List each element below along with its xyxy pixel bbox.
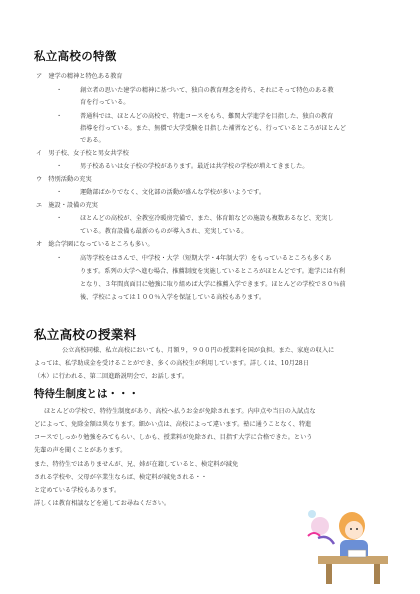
- text-line: 高等学校をはさんで、中学校・大学（短期大学・4年制大学）をもっているところも多くあ: [80, 255, 332, 262]
- text-line: となり、３年間真面目に勉強に取り組めば大学に推薦入学できます。ほとんどの学校で８０％前: [80, 281, 346, 288]
- text-line: （木）に行われる、第二回進路説明会で、お話します。: [34, 373, 189, 380]
- heading-e: エ 施設・設備の充実: [36, 202, 98, 209]
- text-line: 普通科では、ほとんどの高校で、特進コースをもち、難関大学進学を目指した、独自の教育: [80, 113, 334, 120]
- heading-o: オ 総合学園になっているところも多い。: [36, 241, 154, 248]
- bullet: ・: [56, 163, 63, 170]
- text-line: ります。系列の大学へ進む場合、推薦制度を実施しているところがほとんどです。進学には有利: [80, 268, 346, 275]
- text-line: 運動部ばかりでなく、文化部の活動が盛んな学校が多いようです。: [80, 189, 266, 196]
- text-line: コースでしっかり勉強をみてもらい、しかも、授業料が免除され、目指す大学に合格できた。という: [34, 434, 313, 441]
- heading-a: ア 建学の精神と特色ある教育: [36, 73, 123, 80]
- text-line: される学校や、父母が卒業生ならば、検定料が減免される・・: [34, 474, 208, 481]
- bullet: ・: [56, 113, 63, 120]
- book-icon: [348, 550, 366, 557]
- heading-i: イ 男子校、女子校と男女共学校: [36, 150, 129, 157]
- bubble-icon: [308, 510, 316, 518]
- text-line: ほとんどの高校が、全教室冷暖房完備で、また、体育館などの施設も複数あるなど、充実し: [80, 215, 334, 222]
- bullet: ・: [56, 255, 63, 262]
- heading-u: ウ 特別活動の充実: [36, 176, 92, 183]
- text-line: 指導を行っている。また、無償で大学受験を目指した補習なども、行っているところがほとんど: [80, 125, 347, 132]
- text-line: と定めている学校もあります。: [34, 487, 121, 494]
- text-line: ほとんどの学校で、特待生制度があり、高校へ払うお金が免除されます。内申点や当日の入試点な: [44, 408, 316, 415]
- bullet: ・: [56, 87, 63, 94]
- text-line: 公立高校同様、私立高校においても、月額９，９００円の授業料を国が負担。また、家庭の収入に: [62, 347, 335, 354]
- section-title-features: 私立高校の特徴: [34, 49, 117, 63]
- section-title-scholarship: 特待生制度とは・・・: [34, 388, 139, 400]
- text-line: 男子校あるいは女子校の学校があります。最近は共学校の学校が増えてきました。: [80, 163, 309, 170]
- face-icon: [345, 521, 363, 539]
- text-line: 創立者の思いた建学の精神に基づいて、独自の教育理念を持ち、それにそって特色のある教: [80, 87, 334, 94]
- text-line: ている。教育設備も最新のものが導入され、充実している。: [80, 228, 248, 235]
- text-line: 後、学校によっては１００％入学を保証している高校もあります。: [80, 294, 266, 301]
- text-line: 詳しくは教育相談などを通してお尋ねください。: [34, 500, 171, 507]
- text-line: どによって、免除金額は異なります。細かい点は、高校によって違います。塾に通うことなく、特進: [34, 421, 312, 428]
- bullet: ・: [56, 189, 63, 196]
- bullet: ・: [56, 215, 63, 222]
- text-line: 先輩の声を聞くことがあります。: [34, 447, 127, 454]
- text-line: である。: [80, 137, 105, 144]
- arm-icon: [318, 537, 334, 544]
- text-line: また、特待生ではありませんが、兄、姉が在籍していると、検定料が減免: [34, 461, 239, 468]
- section-title-tuition: 私立高校の授業料: [34, 327, 137, 342]
- student-studying-illustration: [300, 496, 392, 586]
- text-line: 育を行っている。: [80, 99, 130, 106]
- swirl-icon: [308, 533, 320, 536]
- text-line: よっては、私学助成金を受けることができ、多くの高校生が利用しています。詳しくは、10月28日: [34, 360, 309, 367]
